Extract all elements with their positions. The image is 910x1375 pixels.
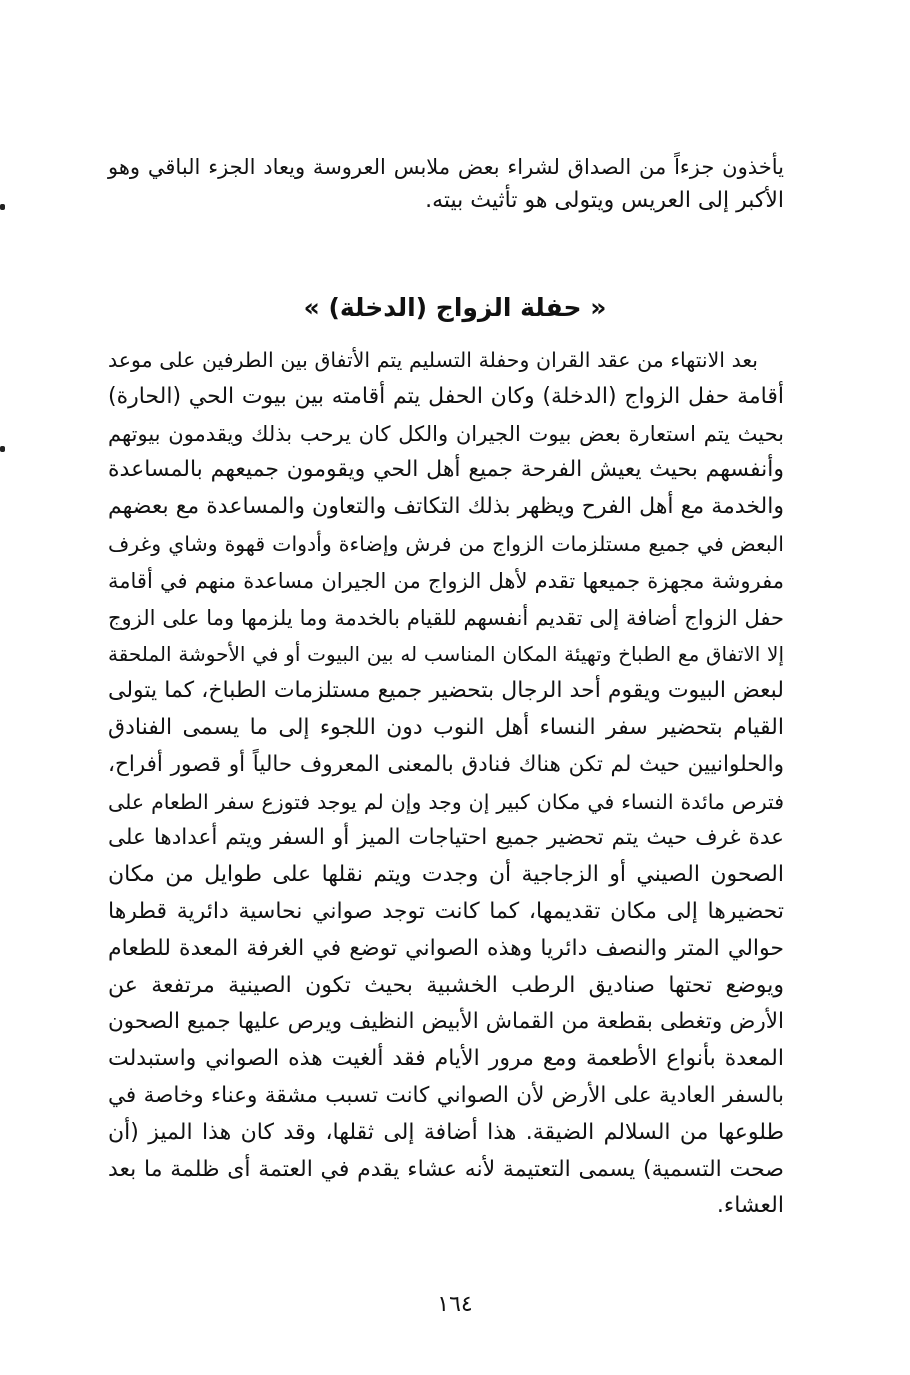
text-line: فترص مائدة النساء في مكان كبير إن وجد وإن لم يوجد فتوزع سفر الطعام على: [108, 789, 784, 814]
text-line: يأخذون جزءاً من الصداق لشراء بعض ملابس العروسة ويعاد الجزء الباقي وهو: [108, 155, 784, 179]
text-line: عدة غرف حيث يتم تحضير جميع احتياجات الميز أو السفر ويتم أعدادها على: [108, 825, 784, 851]
text-line: الأكبر إلى العريس ويتولى هو تأثيث بيته.: [425, 188, 784, 213]
body-paragraph: [108, 342, 784, 1225]
text-line: تحضيرها إلى مكان تقديمها، كما كانت توجد صواني نحاسية دائرية قطرها: [108, 898, 784, 924]
text-line: إلا الاتفاق مع الطباخ وتهيئة المكان المناسب له بين البيوت أو في الأحوشة الملحقة: [108, 642, 784, 667]
text-line: وأنفسهم بحيث يعيش الفرحة جميع أهل الحي ويقومون جميعهم بالمساعدة: [108, 457, 784, 483]
text-line: بحيث يتم استعارة بعض بيوت الجيران والكل كان يرحب بذلك ويقدمون بيوتهم: [108, 421, 784, 446]
scan-edge-mark: [0, 204, 5, 210]
text-line: حوالي المتر والنصف دائريا وهذه الصواني توضع في الغرفة المعدة للطعام: [108, 935, 784, 961]
text-line: والخدمة مع أهل الفرح ويظهر بذلك التكاتف والتعاون والمساعدة مع بعضهم: [108, 494, 784, 520]
text-line: القيام بتحضير سفر النساء أهل النوب دون اللجوء إلى ما يسمى الفنادق: [108, 714, 784, 740]
text-line: بعد الانتهاء من عقد القران وحفلة التسليم يتم الأتفاق بين الطرفين على موعد: [108, 348, 758, 372]
text-line: مفروشة مجهزة جميعها تقدم لأهل الزواج من الجيران مساعدة منهم في أقامة: [108, 568, 784, 593]
text-line: والحلوانيين حيث لم تكن هناك فنادق بالمعنى المعروف حالياً أو قصور أفراح،: [108, 751, 784, 777]
intro-paragraph: [108, 150, 784, 218]
text-line: صحت التسمية) يسمى التعتيمة لأنه عشاء يقدم في العتمة أى ظلمة ما بعد: [108, 1156, 784, 1182]
text-line: بالسفر العادية على الأرض لأن الصواني كانت تسبب مشقة وعناء وخاصة في: [108, 1082, 784, 1108]
scan-edge-mark: [0, 446, 5, 452]
text-line: البعض في جميع مستلزمات الزواج من فرش وإضاءة وأدوات قهوة وشاي وغرف: [108, 531, 784, 556]
text-line: ويوضع تحتها صناديق الرطب الخشبية بحيث تكون الصينية مرتفعة عن: [108, 972, 784, 998]
text-line: الأرض وتغطى بقطعة من القماش الأبيض النظيف ويرص عليها جميع الصحون: [108, 1009, 784, 1035]
text-line: لبعض البيوت ويقوم أحد الرجال بتحضير جميع مستلزمات الطباخ، كما يتولى: [108, 678, 784, 704]
text-line: طلوعها من السلالم الضيقة. هذا أضافة إلى ثقلها، وقد كان هذا الميز (أن: [108, 1119, 784, 1145]
page-number: ١٦٤: [437, 1292, 473, 1317]
text-line: المعدة بأنواع الأطعمة ومع مرور الأيام فقد ألغيت هذه الصواني واستبدلت: [108, 1046, 784, 1072]
text-line: أقامة حفل الزواج (الدخلة) وكان الحفل يتم أقامته بين بيوت الحي (الحارة): [108, 383, 784, 409]
text-line: العشاء.: [716, 1193, 784, 1219]
text-line: الصحون الصيني أو الزجاجية أن وجدت ويتم نقلها على طوايل من مكان: [108, 862, 784, 888]
section-title: « حفلة الزواج (الدخلة) »: [303, 293, 607, 322]
text-line: حفل الزواج أضافة إلى تقديم أنفسهم للقيام بالخدمة وما يلزمها وما على الزوج: [108, 605, 784, 630]
